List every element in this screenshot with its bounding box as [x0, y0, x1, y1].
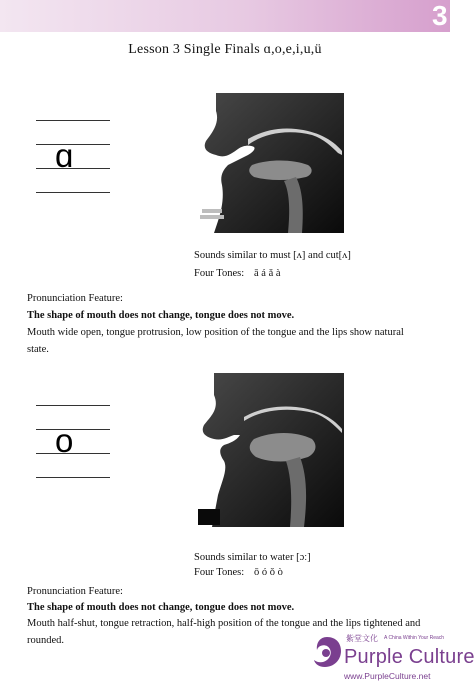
feature-bold-o: The shape of mouth does not change, tongue does not move.	[27, 602, 295, 613]
watermark-chinese: 紫堂文化	[346, 634, 378, 643]
sound-similar-a: Sounds similar to must [ʌ] and cut[ʌ]	[194, 250, 351, 261]
page-tab-number: 3	[432, 0, 448, 31]
feature-label-a: Pronunciation Feature:	[27, 293, 123, 304]
four-tones-a: ā á ǎ à	[254, 268, 281, 279]
four-tones-label-a: Four Tones:	[194, 268, 245, 279]
purple-culture-watermark	[310, 630, 475, 685]
mouth-diagram-a	[192, 93, 344, 233]
watermark-url: www.PurpleCulture.net	[344, 671, 431, 681]
letter-a: ɑ	[55, 137, 74, 174]
sound-similar-o: Sounds similar to water [ɔː]	[194, 552, 311, 563]
letter-o: o	[55, 422, 74, 459]
feature-bold-a: The shape of mouth does not change, tongue does not move.	[27, 310, 295, 321]
four-tones-label-o: Four Tones:	[194, 567, 245, 578]
watermark-name: Purple Culture	[344, 646, 475, 668]
watermark-tagline: A China Within Your Reach	[384, 635, 445, 641]
top-color-band	[0, 0, 450, 32]
feature-label-o: Pronunciation Feature:	[27, 586, 123, 597]
lesson-title: Lesson 3 Single Finals ɑ,o,e,i,u,ü	[128, 42, 322, 57]
mouth-diagram-o	[192, 373, 344, 527]
purple-culture-logo-icon	[312, 636, 342, 670]
four-tones-o: ō ó ǒ ò	[254, 567, 283, 578]
feature-text-o: Mouth half-shut, tongue retraction, half-high position of the tongue and the lips tightened and rounded.	[27, 618, 421, 646]
feature-text-a: Mouth wide open, tongue protrusion, low position of the tongue and the lips show natural state.	[27, 327, 404, 355]
